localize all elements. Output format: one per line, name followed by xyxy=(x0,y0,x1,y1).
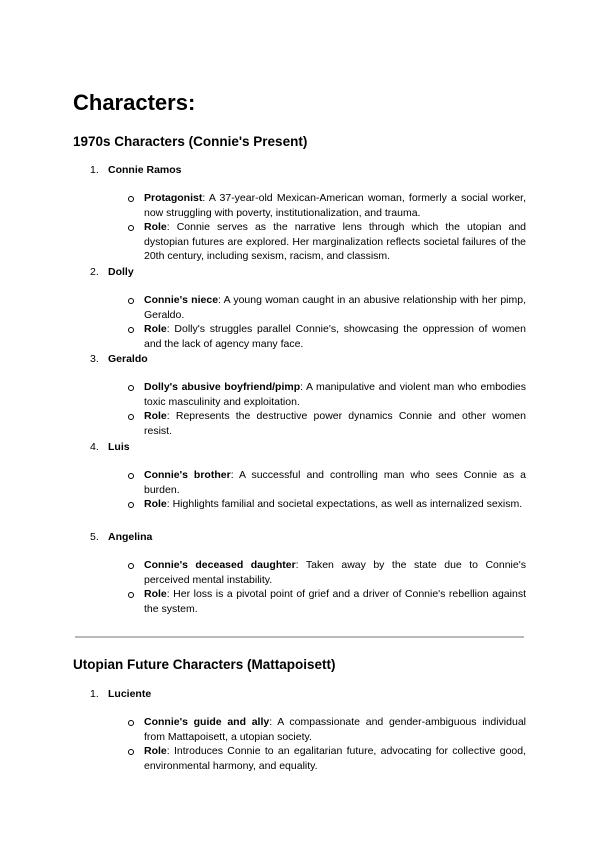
page-title: Characters: xyxy=(73,90,196,115)
section-heading-utopian: Utopian Future Characters (Mattapoisett) xyxy=(73,657,336,672)
list-item: Role: Introduces Connie to an egalitarian future, advocating for collective good, environmental harmony, and equality. xyxy=(128,744,526,773)
list-item: Connie's niece: A young woman caught in an abusive relationship with her pimp, Geraldo. xyxy=(128,293,526,322)
list-item: Dolly's abusive boyfriend/pimp: A manipulative and violent man who embodies toxic masculinity and exploitation. xyxy=(128,380,526,409)
list-item: Role: Dolly's struggles parallel Connie's, showcasing the oppression of women and the lack of agency many face. xyxy=(128,322,526,351)
horizontal-divider xyxy=(75,636,524,638)
character-details xyxy=(128,558,526,616)
character-name: 1. Luciente xyxy=(90,688,152,700)
character-details xyxy=(128,380,526,438)
list-item: Connie's guide and ally: A compassionate and gender-ambiguous individual from Mattapoisett, a utopian society. xyxy=(128,715,526,744)
character-name: 3. Geraldo xyxy=(90,353,148,365)
character-name: 5. Angelina xyxy=(90,531,153,543)
list-item: Protagonist: A 37-year-old Mexican-American woman, formerly a social worker, now struggling with poverty, institutionalization, and trauma. xyxy=(128,191,526,220)
section-heading-1970s: 1970s Characters (Connie's Present) xyxy=(73,134,308,149)
list-item: Role: Her loss is a pivotal point of grief and a driver of Connie's rebellion against the system. xyxy=(128,587,526,616)
list-item: Role: Highlights familial and societal expectations, as well as internalized sexism. xyxy=(128,497,526,512)
character-name: 1. Connie Ramos xyxy=(90,164,182,176)
list-item: Connie's brother: A successful and controlling man who sees Connie as a burden. xyxy=(128,468,526,497)
character-details xyxy=(128,293,526,351)
list-item: Role: Represents the destructive power dynamics Connie and other women resist. xyxy=(128,409,526,438)
character-name: 4. Luis xyxy=(90,441,130,453)
character-details xyxy=(128,468,526,512)
character-name: 2. Dolly xyxy=(90,266,134,278)
character-details xyxy=(128,191,526,264)
list-item: Role: Connie serves as the narrative lens through which the utopian and dystopian futures are explored. Her marginalization reflects societal failures of the 20th century, including sexism, racism, and classism. xyxy=(128,220,526,264)
character-details xyxy=(128,715,526,773)
list-item: Connie's deceased daughter: Taken away by the state due to Connie's perceived mental instability. xyxy=(128,558,526,587)
